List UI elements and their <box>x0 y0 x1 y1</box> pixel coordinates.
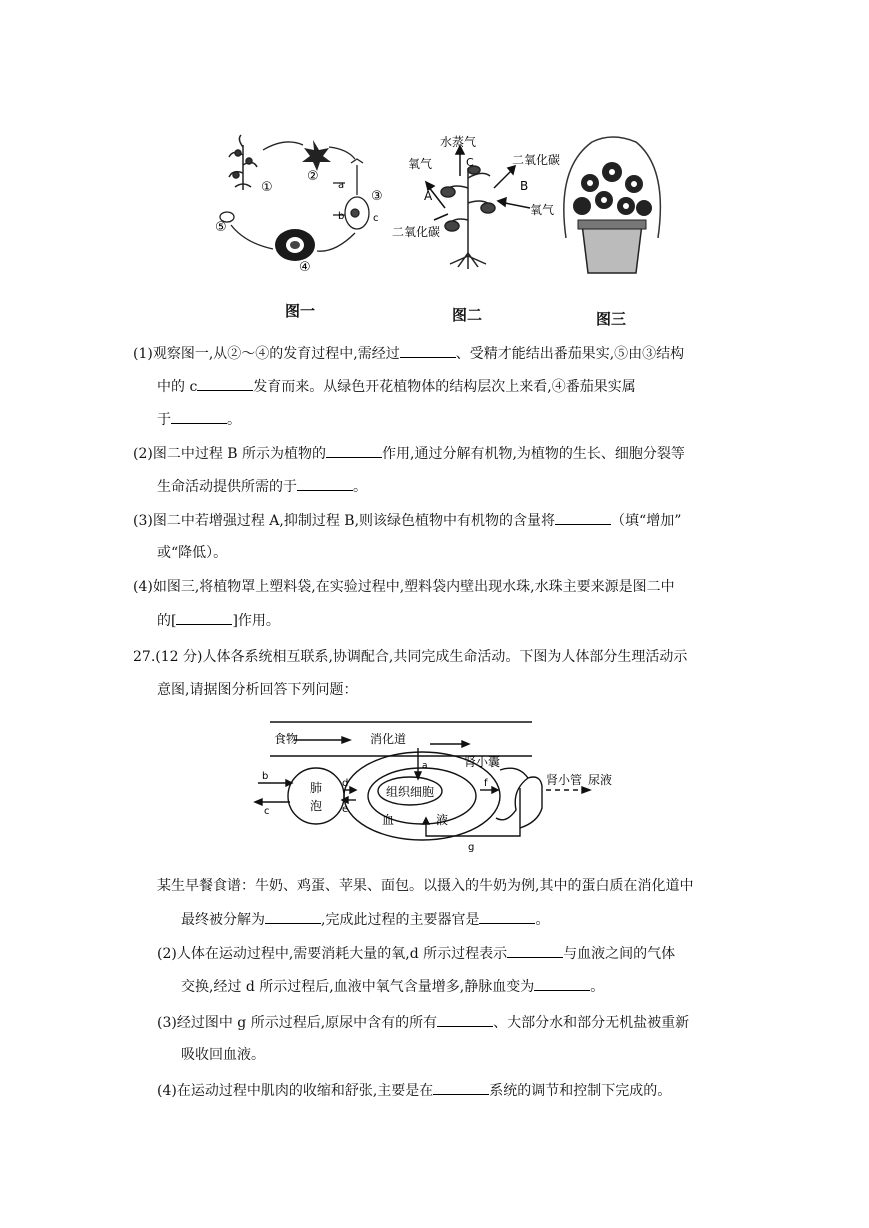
q27-line-6: 吸收回血液。 <box>181 1047 265 1063</box>
label-oxygen-right: 氧气 <box>530 203 555 217</box>
fig2-caption: 图二 <box>452 306 483 324</box>
label-water-vapor: 水蒸气 <box>440 135 477 149</box>
flower-pot <box>582 224 642 273</box>
label-blood-1: 血 <box>382 813 395 827</box>
answer-blank[interactable] <box>555 510 611 525</box>
label-alveolus-2: 泡 <box>310 799 323 813</box>
q27-line-7: (4)在运动过程中肌肉的收缩和舒张,主要是在 系统的调节和控制下完成的。 <box>157 1080 671 1101</box>
answer-blank[interactable] <box>400 343 456 358</box>
label-glomerulus: 肾小囊 <box>464 755 501 769</box>
answer-blank[interactable] <box>197 376 253 391</box>
label-food: 食物 <box>274 732 299 746</box>
q27-line-3: (2)人体在运动过程中,需要消耗大量的氧,d 所示过程表示 与血液之间的气体 <box>157 943 675 964</box>
q26-line-7: 或“降低）。 <box>157 545 228 561</box>
fig1-caption: 图一 <box>285 302 316 320</box>
q27-line-4: 交换,经过 d 所示过程后,血液中氧气含量增多,静脉血变为 。 <box>181 976 604 997</box>
label-tissue-cell: 组织细胞 <box>386 785 435 799</box>
fig1-label-5: ⑤ <box>215 220 227 235</box>
q27-intro-2: 意图,请据图分析回答下列问题： <box>157 682 358 698</box>
answer-blank[interactable] <box>176 610 232 625</box>
answer-blank[interactable] <box>433 1080 489 1095</box>
fig1-label-a: a <box>338 180 345 191</box>
q26-line-4: (2)图二中过程 B 所示为植物的 作用,通过分解有机物,为植物的生长、细胞分裂等 <box>133 443 685 464</box>
q26-line-9: 的[ ]作用。 <box>157 610 280 631</box>
q26-line-2: 中的 c 发育而来。从绿色开花植物体的结构层次上来看,④番茄果实属 <box>157 376 636 397</box>
q26-line-6: (3)图二中若增强过程 A,抑制过程 B,则该绿色植物中有机物的含量将 （填“增加” <box>133 510 681 531</box>
label-urine: 尿液 <box>588 773 613 787</box>
label-f: f <box>484 778 488 789</box>
alveolus <box>288 768 344 824</box>
label-c: c <box>264 806 270 817</box>
figure-1 <box>205 125 395 275</box>
label-blood-2: 液 <box>436 813 449 827</box>
figure-3 <box>552 128 672 278</box>
physiology-diagram <box>250 718 620 863</box>
label-alveolus-1: 肺 <box>310 781 323 795</box>
fruit-illustration <box>275 229 315 261</box>
plant-illustration <box>441 166 495 269</box>
label-digestive: 消化道 <box>370 732 407 746</box>
answer-blank[interactable] <box>297 476 353 491</box>
q26-line-5: 生命活动提供所需的于 。 <box>157 476 367 497</box>
flowers-illustration <box>573 162 652 216</box>
label-process-b: B <box>520 179 529 193</box>
label-b: b <box>262 771 269 782</box>
label-d: d <box>342 778 349 789</box>
answer-blank[interactable] <box>171 409 227 424</box>
q27-line-2: 最终被分解为 ,完成此过程的主要器官是 。 <box>181 909 549 930</box>
fig1-label-3: ③ <box>371 189 383 204</box>
fig1-label-1: ① <box>261 180 273 195</box>
label-process-c: C <box>466 156 474 169</box>
answer-blank[interactable] <box>265 909 321 924</box>
flower-illustration <box>302 140 331 171</box>
label-g: g <box>468 842 475 853</box>
q27-line-1: 某生早餐食谱：牛奶、鸡蛋、苹果、面包。以摄入的牛奶为例,其中的蛋白质在消化道中 <box>157 878 694 894</box>
q26-line-1: (1)观察图一,从②～④的发育过程中,需经过 、受精才能结出番茄果实,⑤由③结构 <box>133 343 684 364</box>
label-oxygen-left: 氧气 <box>408 157 433 171</box>
fig1-label-4: ④ <box>299 260 311 275</box>
q27-line-5: (3)经过图中 g 所示过程后,原尿中含有的所有 、大部分水和部分无机盐被重新 <box>157 1012 689 1033</box>
fig1-label-2: ② <box>307 169 319 184</box>
glomerular-capsule <box>496 768 528 820</box>
answer-blank[interactable] <box>479 909 535 924</box>
label-tubule: 肾小管 <box>546 773 583 787</box>
q26-line-3: 于 。 <box>157 409 241 430</box>
fig3-caption: 图三 <box>596 310 627 328</box>
label-e: e <box>342 804 349 815</box>
answer-blank[interactable] <box>326 443 382 458</box>
answer-blank[interactable] <box>534 976 590 991</box>
figure-2 <box>390 128 570 276</box>
q26-line-8: (4)如图三,将植物罩上塑料袋,在实验过程中,塑料袋内壁出现水珠,水珠主要来源是图二中 <box>133 579 675 595</box>
label-process-a: A <box>424 189 433 203</box>
fig1-label-c: c <box>373 213 379 224</box>
seedling-illustration <box>229 135 257 190</box>
answer-blank[interactable] <box>437 1012 493 1027</box>
label-a: a <box>422 761 428 771</box>
q27-intro-1: 27.(12 分)人体各系统相互联系,协调配合,共同完成生命活动。下图为人体部分生理活动示 <box>133 649 688 665</box>
label-co2-bottom: 二氧化碳 <box>392 225 441 239</box>
fig1-label-b: b <box>338 211 345 222</box>
answer-blank[interactable] <box>507 943 563 958</box>
label-co2-top: 二氧化碳 <box>512 153 561 167</box>
